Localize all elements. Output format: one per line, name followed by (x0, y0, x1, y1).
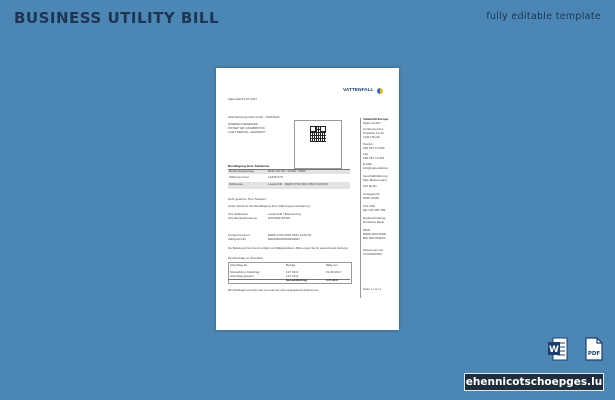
detail-1-value: Lastschrift / Bankeinzug (268, 212, 301, 216)
detail-2-label: Ihre Bankverbindung (228, 216, 257, 220)
table-header-2: Betrag (286, 263, 296, 267)
confirm-title: Bestätigung Ihrer Zahlweise (228, 164, 270, 168)
sidebar-line: DE 123 456 789 (363, 208, 386, 212)
table-title: Ihr Abschlag im Überblick (228, 256, 263, 260)
row-1-value: EUR 147.39 / 12345 / 7890 (268, 169, 306, 173)
bill-document-page (216, 68, 399, 330)
word-file-icon[interactable] (548, 337, 568, 361)
table-header-3: fällig am (326, 263, 338, 267)
sidebar-line: Max Mustermann (363, 178, 387, 182)
sidebar-line: IBAN (363, 228, 371, 232)
sidebar-line: Bankverbindung (363, 216, 386, 220)
sidebar-line: Geschäftsführung (363, 174, 388, 178)
sidebar-line: Steuernummer (363, 248, 384, 252)
intro-text: vielen Dank für die Bestätigung Ihrer Zahlungsvereinbarung. (228, 204, 311, 208)
detail-4-label: Zählpunkt-ID (228, 237, 246, 241)
sidebar-divider (360, 118, 361, 298)
table-total-value: 147,39 € (326, 278, 339, 282)
sidebar-line: 10117 Berlin (363, 135, 381, 139)
sidebar-line: Postfach 12 34 (363, 131, 384, 135)
brand-badge[interactable] (464, 373, 604, 391)
detail-3-label: Kundennummer (228, 233, 251, 237)
address-line-3: 10117 BERLIN, GERMANY (228, 130, 266, 134)
sidebar-line: E-Mail (363, 162, 372, 166)
greeting: Sehr geehrter Herr Sweden, (228, 197, 267, 201)
template-title: BUSINESS UTILITY BILL (14, 9, 220, 27)
sidebar-line: USt-IdNr. (363, 204, 376, 208)
table-header-1: Abschlag ab (230, 263, 248, 267)
sidebar-line: Sales GmbH (363, 121, 381, 125)
sidebar-line: 030 267 10 001 (363, 156, 385, 160)
sidebar-line: Kundenservice (363, 127, 384, 131)
sidebar-line: 37/220/20300 (363, 252, 382, 256)
sidebar-line: 030 267 10 000 (363, 146, 385, 150)
vattenfall-logo-icon (377, 88, 383, 94)
pdf-file-icon[interactable] (584, 337, 604, 361)
footer-text: Bei Rückfragen erreichen Sie uns unter der oben angegebenen Rufnummer. (228, 289, 319, 292)
qr-code-box (294, 120, 342, 169)
row-2-label: Zählernummer (229, 175, 250, 179)
sidebar-line: info@vattenfall.de (363, 166, 388, 170)
sidebar-line: Seite 1 von 1 (363, 287, 382, 291)
sidebar-line: Fax (363, 152, 369, 156)
sidebar-line: Deutsche Bank (363, 220, 384, 224)
detail-2-value: DANSKE BANK (268, 216, 291, 220)
document-date: Vattenfall 01.07.2017 (228, 97, 258, 101)
sidebar-line: DE00 0000 0000 (363, 232, 387, 236)
address-line-1: SWEDEN DENMARK (228, 122, 258, 126)
row-3-label: Zahlweise (229, 182, 243, 186)
table-row-2-c2: 147,39 € (286, 274, 299, 278)
brand-text: ehennicotschoepges.lu (465, 376, 603, 388)
sidebar-line: BIC DEUTDEFF (363, 236, 386, 240)
sidebar-line: Amtsgericht (363, 192, 380, 196)
sidebar-line: Telefon (363, 142, 373, 146)
table-row-1-c1: Monatlicher Abschlag (230, 270, 260, 274)
address-line-2: OSTER SØ 4 8028850734 (228, 126, 265, 130)
sidebar-line: HRB 12345 (363, 196, 379, 200)
template-subtitle: fully editable template (486, 11, 601, 22)
sidebar-line: Sitz Berlin (363, 184, 377, 188)
word-label: W (549, 345, 559, 355)
pdf-label: PDF (587, 351, 601, 357)
note-text: Die Belastung Ihres Kontos erfolgt zum Fälligkeitsdatum. Bitte sorgen Sie für ausreichende Deckung. (228, 247, 349, 250)
vattenfall-logo-text: VATTENFALL (343, 88, 374, 93)
detail-4-value: DE0000000000000001 (268, 237, 300, 241)
table-row-1-c2: 147,39 € (286, 270, 299, 274)
row-1-label: Rechnungsbetrag (229, 169, 254, 173)
detail-1-label: Ihre Zahlweise (228, 212, 249, 216)
sidebar-line: Vattenfall Europe (363, 117, 389, 121)
sidebar-info (363, 118, 397, 303)
row-3-value: Lastschrift · DE89 3704 0044 0532 0130 00 (268, 182, 328, 186)
table-row-1-c3: 01.08.2017 (326, 270, 342, 274)
detail-3-value: DE89 3704 0044 0532 0130 00 (268, 233, 312, 237)
table-row-2-c1: Abschlag gesamt (230, 274, 254, 278)
table-total-label: Gesamtbetrag (286, 278, 307, 282)
qr-code-icon (310, 126, 326, 142)
sender-line: Vattenfall Europe Sales GmbH · 12345 Berlin (228, 116, 280, 119)
row-2-value: 12345 678 (268, 175, 283, 179)
